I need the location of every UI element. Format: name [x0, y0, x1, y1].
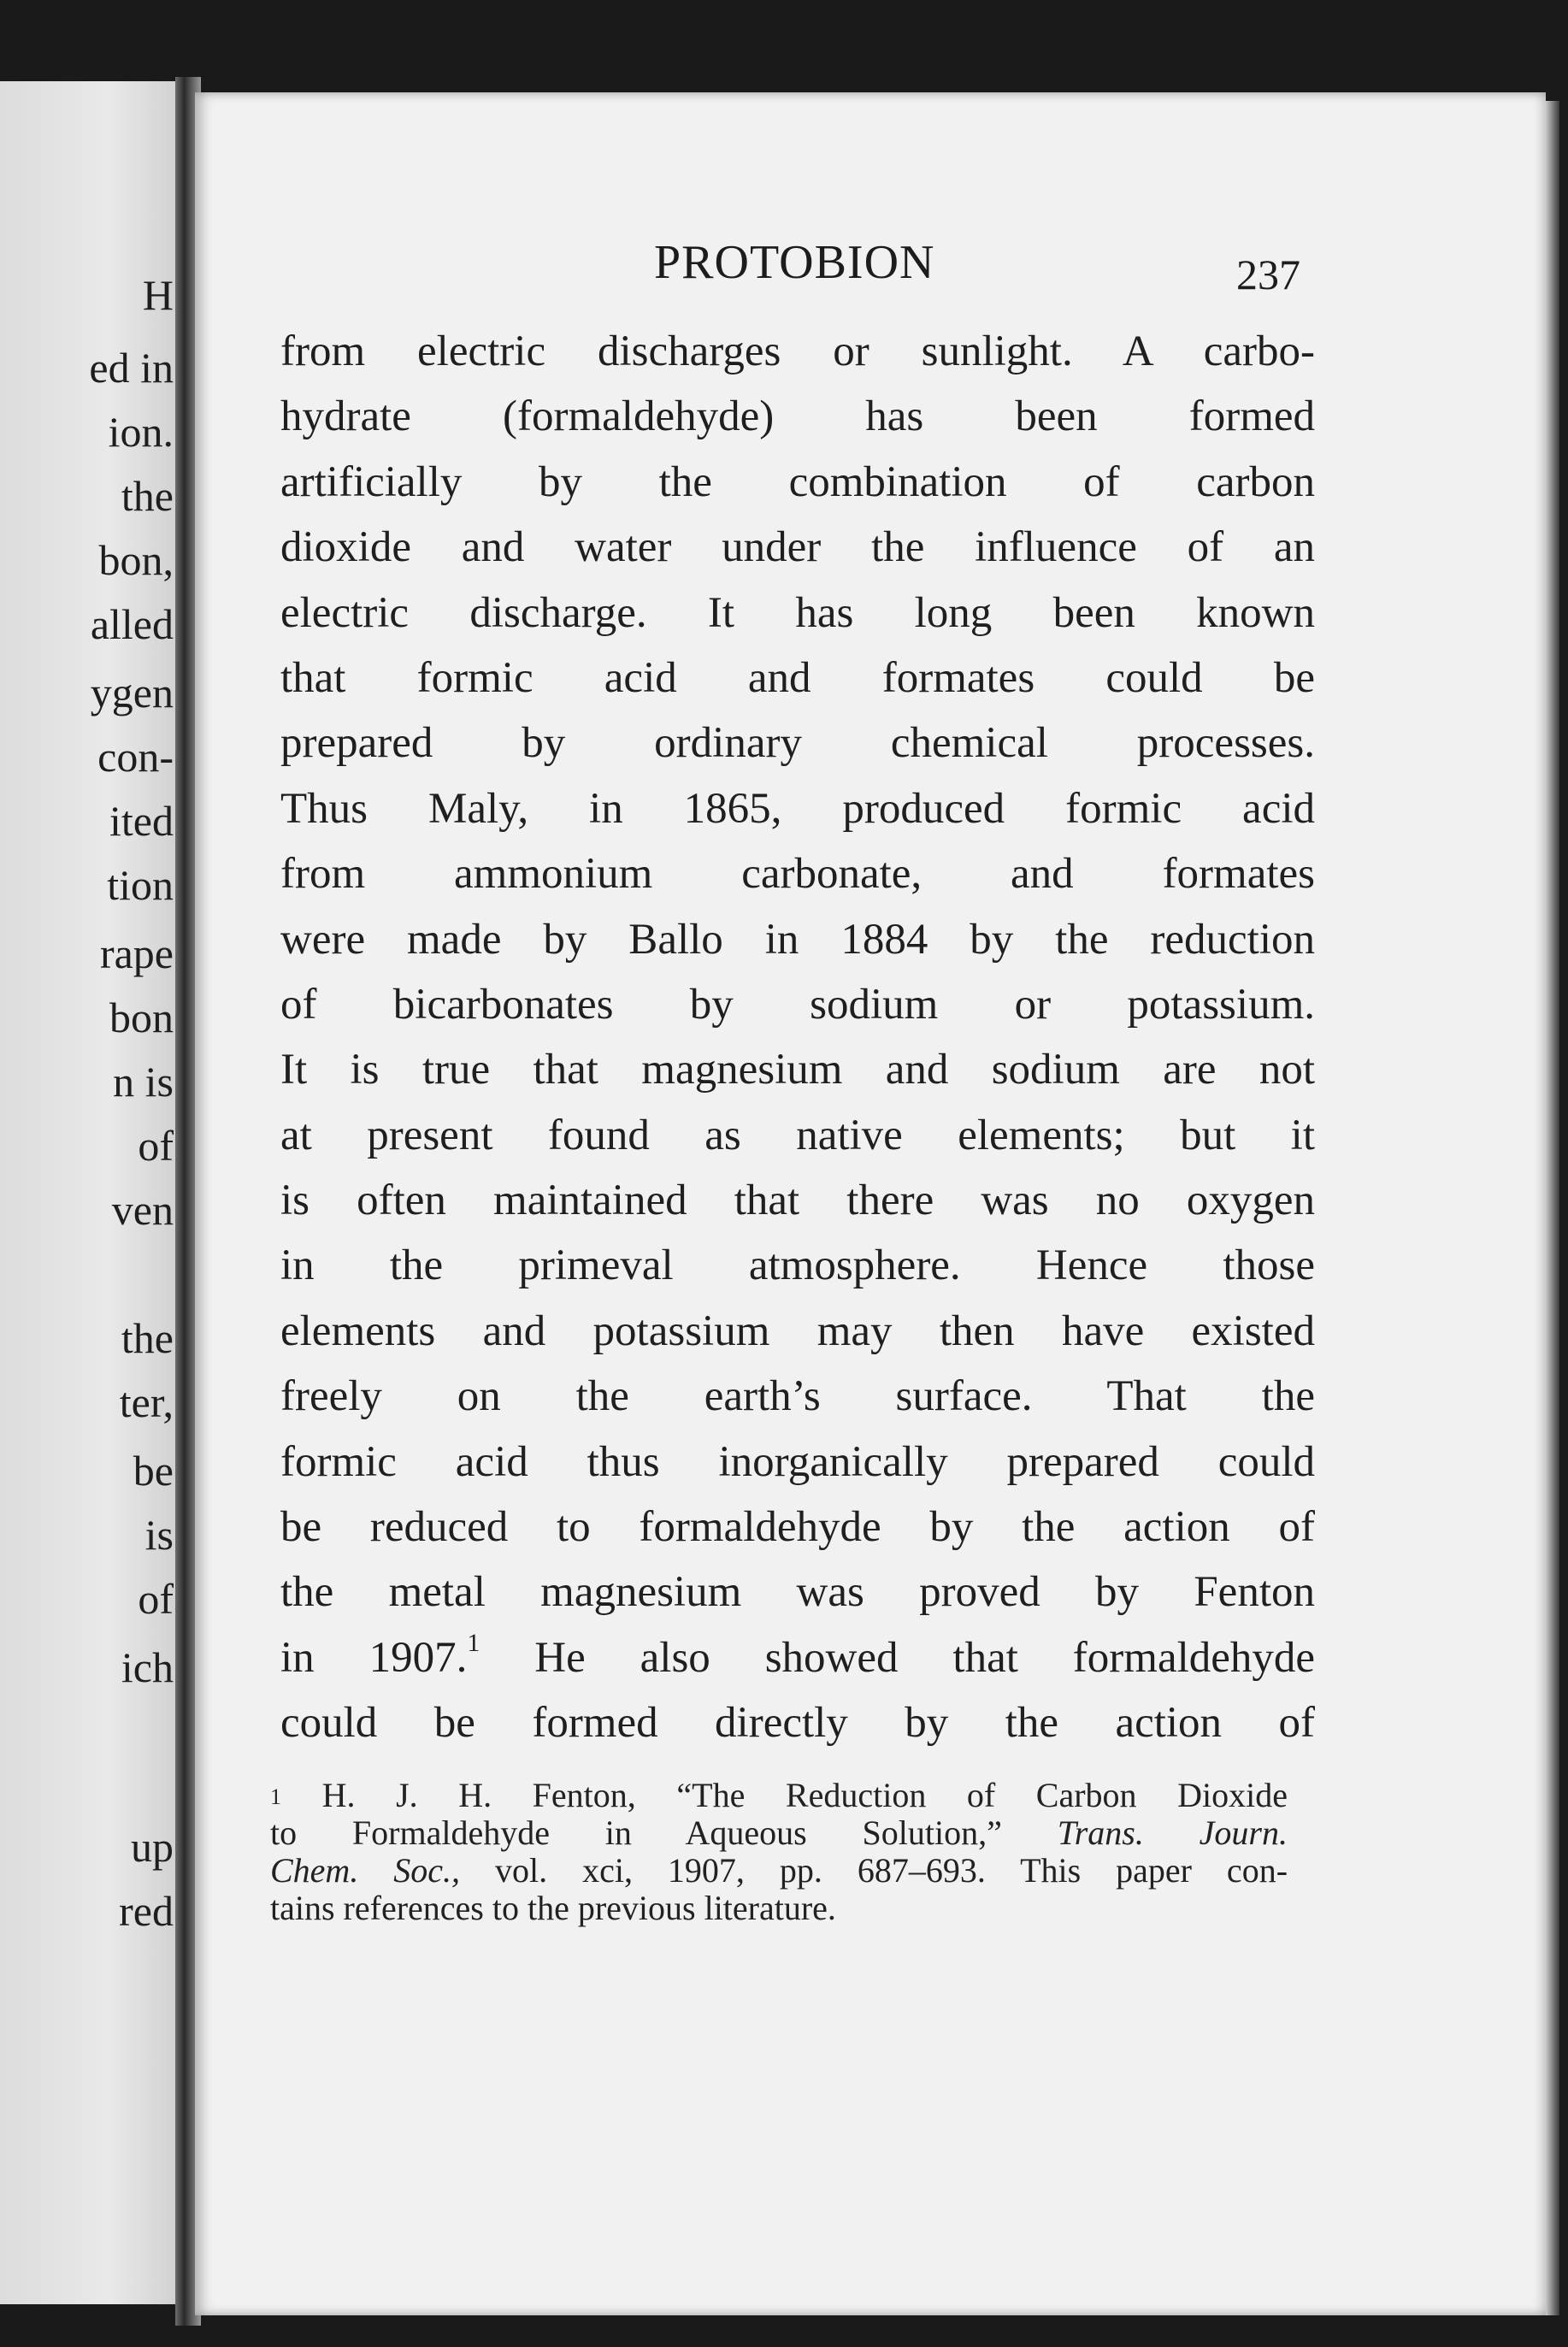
- footnote-text: vol. xci, 1907, pp. 687–693. This paper con-: [495, 1851, 1288, 1890]
- body-line: from electric discharges or sunlight. A carbo-: [280, 327, 1315, 375]
- body-line-end: He also showed that formaldehyde: [534, 1633, 1316, 1682]
- body-line: could be formed directly by the action of: [280, 1699, 1315, 1748]
- body-line: be reduced to formaldehyde by the action of: [280, 1503, 1315, 1552]
- body-line: electric discharge. It has long been known: [280, 588, 1315, 637]
- footnote-line: [270, 1852, 1288, 1890]
- left-page-text-fragment: rape: [99, 929, 174, 977]
- left-page-text-fragment: ion.: [108, 408, 174, 456]
- body-line: in the primeval atmosphere. Hence those: [280, 1241, 1315, 1290]
- left-page-text-fragment: up: [131, 1823, 174, 1871]
- left-page-text-fragment: bon: [109, 994, 174, 1041]
- left-page-text-fragment: con-: [97, 733, 174, 781]
- left-page-text-fragment: of: [138, 1122, 174, 1170]
- left-page-text-fragment: ich: [121, 1643, 174, 1691]
- body-line: of bicarbonates by sodium or potassium.: [280, 980, 1315, 1029]
- body-line: is often maintained that there was no oxygen: [280, 1176, 1315, 1225]
- left-page-text-fragment: bon,: [98, 536, 174, 584]
- footnote-line: [270, 1777, 1288, 1814]
- left-page-text-fragment: ed in: [89, 344, 174, 392]
- left-page-text-fragment: red: [119, 1887, 174, 1935]
- left-page-text-fragment: ven: [111, 1186, 174, 1234]
- body-line: Thus Maly, in 1865, produced formic acid: [280, 784, 1315, 833]
- left-page-text-fragment: the: [121, 1314, 174, 1362]
- footnote-text: to Formaldehyde in Aqueous Solution,”: [270, 1813, 1002, 1852]
- body-line: prepared by ordinary chemical processes.: [280, 719, 1315, 768]
- left-page-text-fragment: tion: [107, 861, 174, 909]
- body-line: elements and potassium may then have existed: [280, 1306, 1315, 1355]
- body-line: formic acid thus inorganically prepared could: [280, 1437, 1315, 1486]
- left-page-text-fragment: ited: [109, 797, 174, 845]
- footnote-line: tains references to the previous literature.: [270, 1889, 836, 1927]
- left-page-text-fragment: ygen: [90, 669, 174, 716]
- footnote-text: H. J. H. Fenton, “The Reduction of Carbon Dioxide: [321, 1776, 1288, 1814]
- footnote-line: [270, 1814, 1288, 1852]
- body-line: hydrate (formaldehyde) has been formed: [280, 392, 1315, 441]
- body-line: were made by Ballo in 1884 by the reduction: [280, 915, 1315, 964]
- body-line: that formic acid and formates could be: [280, 653, 1315, 702]
- left-page-text-fragment: be: [133, 1447, 174, 1495]
- footnote: [270, 1777, 1288, 1927]
- body-line: at present found as native elements; but it: [280, 1111, 1315, 1159]
- page-number: 237: [1236, 251, 1300, 298]
- running-head: PROTOBION: [654, 236, 935, 289]
- left-page-text-fragment: n is: [113, 1058, 174, 1106]
- left-page-text-fragment: is: [144, 1511, 174, 1559]
- body-text: [280, 319, 1315, 1756]
- left-page-text-fragment: of: [138, 1575, 174, 1623]
- body-line: artificially by the combination of carbon: [280, 457, 1315, 506]
- page-edge: [1546, 101, 1559, 2315]
- body-line: the metal magnesium was proved by Fenton: [280, 1568, 1315, 1617]
- left-page-text-fragment: ter,: [119, 1378, 174, 1426]
- body-line: freely on the earth’s surface. That the: [280, 1372, 1315, 1421]
- body-line-start: in 1907.: [280, 1633, 468, 1682]
- body-line: dioxide and water under the influence of an: [280, 523, 1315, 572]
- left-facing-page: [0, 81, 184, 2304]
- body-line: from ammonium carbonate, and formates: [280, 850, 1315, 899]
- footnote-journal: Chem. Soc.,: [270, 1851, 461, 1890]
- footnote-journal: Trans. Journ.: [1057, 1813, 1288, 1852]
- footnote-reference: 1: [467, 1628, 480, 1657]
- body-line: It is true that magnesium and sodium are not: [280, 1046, 1315, 1094]
- left-page-text-fragment: alled: [90, 600, 174, 648]
- left-page-text-fragment: H: [142, 271, 174, 319]
- body-line-with-footnote-ref: [280, 1625, 1315, 1690]
- left-page-text-fragment: the: [121, 472, 174, 520]
- footnote-marker: 1: [270, 1784, 281, 1809]
